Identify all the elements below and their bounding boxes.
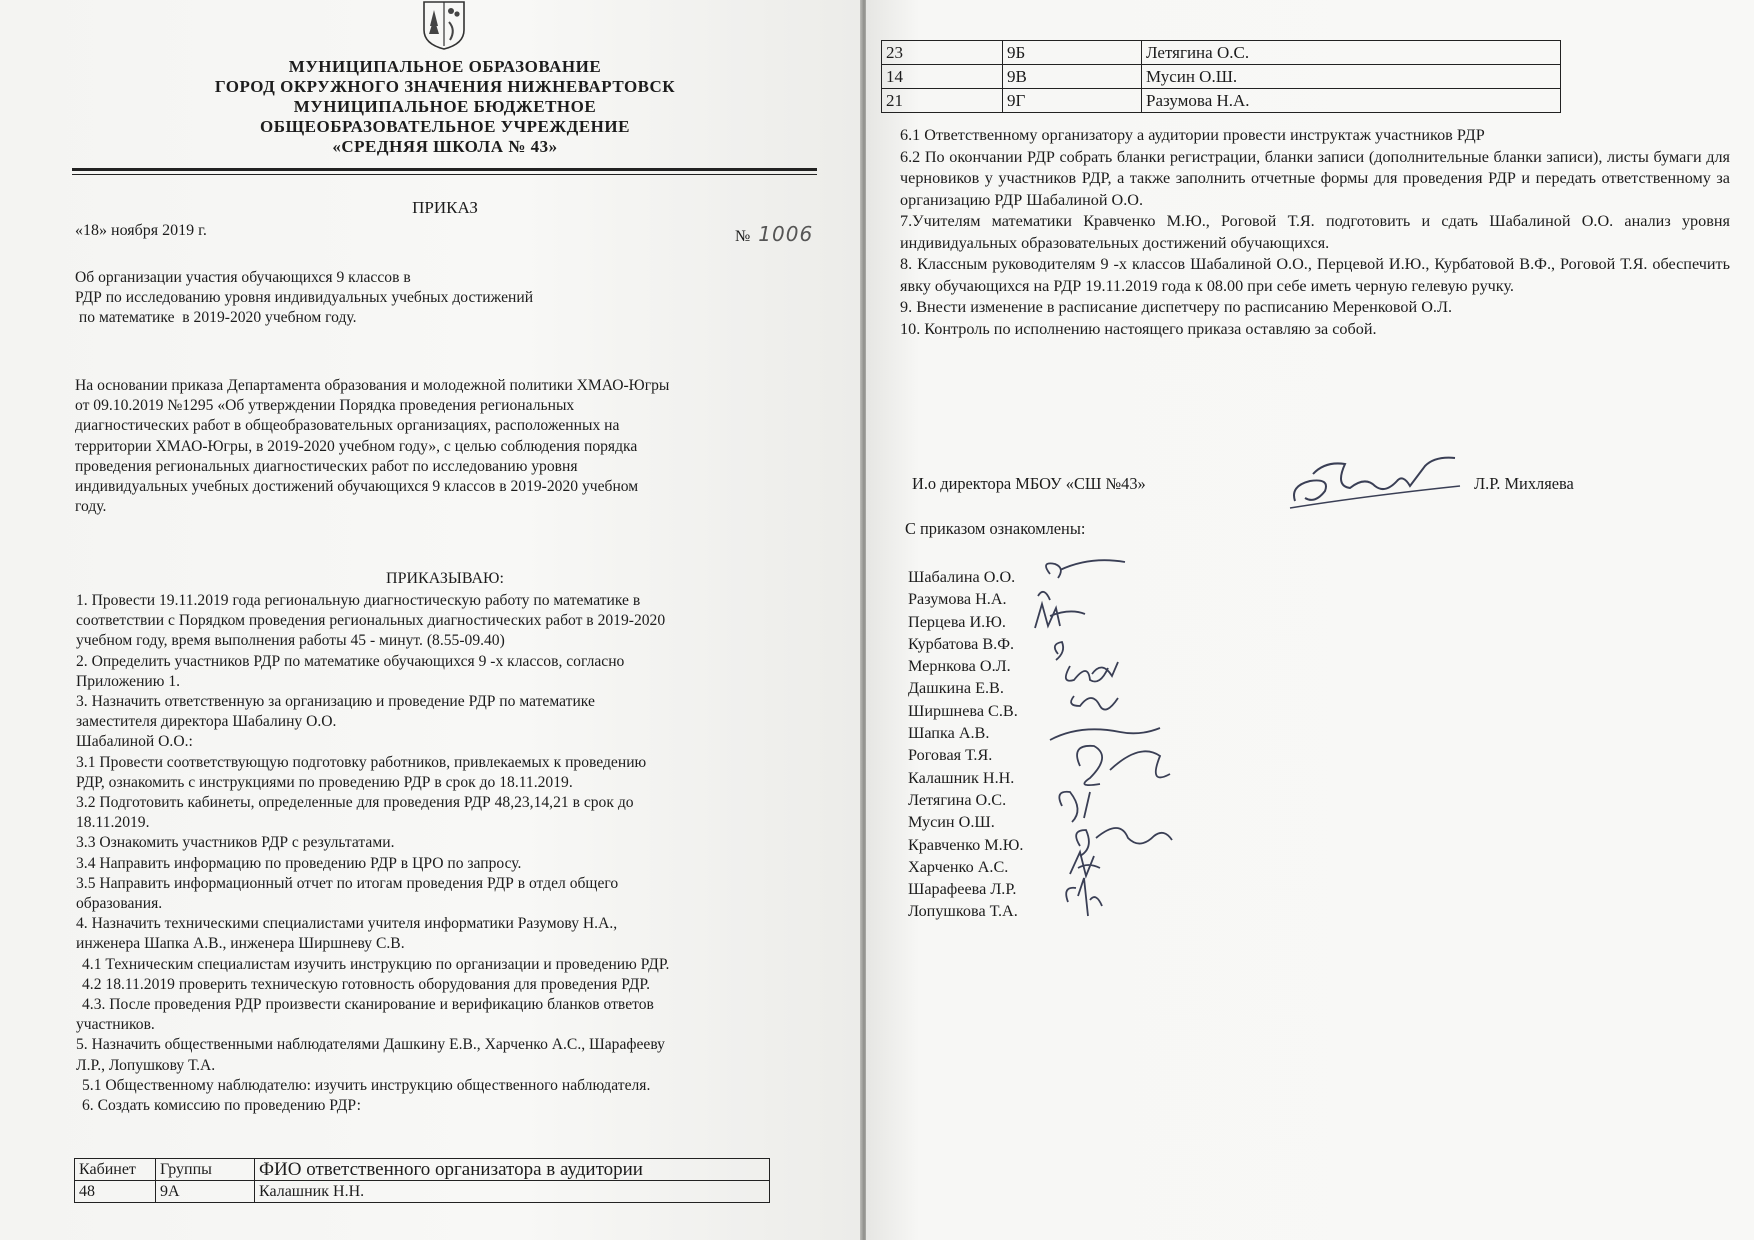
subject-line: по математике в 2019-2020 учебном году. xyxy=(75,309,357,327)
acquainted-name: Шабалина О.О. xyxy=(908,568,1016,586)
acquainted-name: Кравченко М.Ю. xyxy=(908,835,1024,854)
table-cell: Мусин О.Ш. xyxy=(1142,65,1561,89)
acquainted-name: Роговая Т.Я. xyxy=(908,746,993,765)
order-basis xyxy=(75,376,815,517)
acquainted-name: Лопушкова Т.А. xyxy=(908,902,1018,921)
committee-table-part1 xyxy=(74,1158,770,1203)
table-cell: 48 xyxy=(75,1181,156,1203)
item-line: участников. xyxy=(76,1016,155,1034)
basis-line: проведения региональных диагностических работ по исследованию уровня xyxy=(75,457,578,475)
acquainted-name: Разумова Н.А. xyxy=(908,590,1007,609)
table-row xyxy=(75,1181,770,1203)
item-line: 3. Назначить ответственную за организацию и проведение РДР по математике xyxy=(76,693,595,711)
item-line: 3.5 Направить информационный отчет по итогам проведения РДР в отдел общего xyxy=(76,874,619,892)
coat-of-arms-emblem xyxy=(420,0,468,50)
item-line: 4.3. После проведения РДР произвести сканирование и верификацию бланков ответов xyxy=(82,996,654,1014)
item-line: 4.1 Техническим специалистам изучить инструкцию по организации и проведению РДР. xyxy=(82,955,670,973)
staff-signatures xyxy=(1030,556,1200,936)
order-title: ПРИКАЗ xyxy=(412,198,478,217)
table-cell: 9В xyxy=(1003,65,1142,89)
acquainted-name: Летягина О.С. xyxy=(908,790,1007,809)
item-line: 3.4 Направить информацию по проведению РДР в ЦРО по запросу. xyxy=(76,854,522,872)
item-line: Шабалиной О.О.: xyxy=(76,733,193,751)
prikazyvayu-heading: ПРИКАЗЫВАЮ: xyxy=(386,570,504,587)
signature-position: И.о директора МБОУ «СШ №43» xyxy=(912,474,1146,493)
item-paragraph: 6.2 По окончании РДР собрать бланки регистрации, бланки записи (дополнительные бланки записи), листы бумаги для черновиков у участников РДР, а также заполнить отчетные формы для проведения РДР и передать ответственному за организацию РДР Шабалиной О.О. xyxy=(900,147,1730,209)
order-items-left xyxy=(76,591,806,1116)
header-divider-thin xyxy=(72,174,817,175)
header-line: МУНИЦИПАЛЬНОЕ БЮДЖЕТНОЕ xyxy=(293,97,597,116)
table-header-row xyxy=(75,1159,770,1181)
order-subject xyxy=(75,268,715,329)
item-paragraph: 7.Учителям математики Кравченко М.Ю., Роговой Т.Я. подготовить и сдать Шабалиной О.О. анализ уровня индивидуальных образовательных достижений обучающихся. xyxy=(900,212,1730,252)
institution-header xyxy=(70,57,820,157)
item-line: Л.Р., Лопушкову Т.А. xyxy=(76,1056,216,1074)
table-cell: 9Б xyxy=(1003,41,1142,65)
acquainted-title: С приказом ознакомлены: xyxy=(905,519,1086,538)
item-line: 4.2 18.11.2019 проверить техническую готовность оборудования для проведения РДР. xyxy=(82,975,651,993)
table-cell: 14 xyxy=(882,65,1003,89)
item-line: 5. Назначить общественными наблюдателями Дашкину Е.В., Харченко А.С., Шарафееву xyxy=(76,1036,665,1054)
acquainted-name: Курбатова В.Ф. xyxy=(908,634,1015,653)
order-date: «18» ноября 2019 г. xyxy=(75,222,207,239)
table-cell: Летягина О.С. xyxy=(1142,41,1561,65)
basis-line: территории ХМАО-Югры, в 2019-2020 учебном году», с целью соблюдения порядка xyxy=(75,437,638,455)
table-cell: Калашник Н.Н. xyxy=(255,1181,770,1203)
item-line: РДР, ознакомить с инструкциями по проведению РДР в срок до 18.11.2019. xyxy=(76,773,573,791)
table-header-cell: ФИО ответственного организатора в аудитории xyxy=(255,1159,770,1181)
header-line: ОБЩЕОБРАЗОВАТЕЛЬНОЕ УЧРЕЖДЕНИЕ xyxy=(260,117,630,136)
item-line: 3.3 Ознакомить участников РДР с результатами. xyxy=(76,834,395,852)
order-items-right xyxy=(900,125,1730,340)
acquainted-name: Шапка А.В. xyxy=(908,724,990,743)
table-header-cell: Кабинет xyxy=(75,1159,156,1181)
signature-name: Л.Р. Михляева xyxy=(1474,474,1574,493)
basis-line: индивидуальных учебных достижений обучающихся 9 классов в 2019-2020 учебном xyxy=(75,478,639,496)
item-line: 3.1 Провести соответствующую подготовку работников, привлекаемых к проведению xyxy=(76,753,647,771)
acquainted-name: Мусин О.Ш. xyxy=(908,813,995,832)
item-line: 2. Определить участников РДР по математике обучающихся 9 -х классов, согласно xyxy=(76,652,625,670)
item-line: заместителя директора Шабалину О.О. xyxy=(76,713,337,731)
item-paragraph: 9. Внести изменение в расписание диспетчеру по расписанию Меренковой О.Л. xyxy=(900,298,1452,316)
left-page xyxy=(0,0,862,1240)
item-line: инженера Шапка А.В., инженера Ширшневу С.В. xyxy=(76,935,405,953)
header-divider-thick xyxy=(72,168,817,171)
basis-line: диагностических работ в общеобразовательных организациях, расположенных на xyxy=(75,417,620,435)
item-paragraph: 10. Контроль по исполнению настоящего приказа оставляю за собой. xyxy=(900,319,1377,338)
committee-table-part2 xyxy=(881,40,1561,113)
item-line: соответствии с Порядком проведения региональных диагностических работ в 2019-2020 xyxy=(76,612,666,630)
item-line: Приложению 1. xyxy=(76,672,181,690)
basis-line: На основании приказа Департамента образования и молодежной политики ХМАО-Югры xyxy=(75,377,670,394)
acquainted-name: Перцева И.Ю. xyxy=(908,612,1006,631)
table-cell: 21 xyxy=(882,89,1003,113)
order-number-label: № xyxy=(735,228,751,245)
table-cell: Разумова Н.А. xyxy=(1142,89,1561,113)
header-line: «СРЕДНЯЯ ШКОЛА № 43» xyxy=(332,137,558,156)
item-paragraph: 8. Классным руководителям 9 -х классов Шабалиной О.О., Перцевой И.Ю., Курбатовой В.Ф., Роговой Т.Я. обеспечить явку обучающихся на РДР 19.11.2019 года к 08.00 при себе иметь черную гелевую ручку. xyxy=(900,255,1730,295)
table-cell: 23 xyxy=(882,41,1003,65)
table-cell: 9А xyxy=(156,1181,255,1203)
item-line: 6. Создать комиссию по проведению РДР: xyxy=(82,1097,361,1115)
table-row xyxy=(882,89,1561,113)
acquainted-name: Шарафеева Л.Р. xyxy=(908,880,1017,899)
item-line: 5.1 Общественному наблюдателю: изучить инструкцию общественного наблюдателя. xyxy=(82,1076,651,1094)
table-cell: 9Г xyxy=(1003,89,1142,113)
director-signature xyxy=(1285,446,1465,516)
basis-line: году. xyxy=(75,498,107,516)
order-number-handwritten: 1006 xyxy=(758,222,814,246)
item-line: 3.2 Подготовить кабинеты, определенные для проведения РДР 48,23,14,21 в срок до xyxy=(76,794,634,812)
header-line: ГОРОД ОКРУЖНОГО ЗНАЧЕНИЯ НИЖНЕВАРТОВСК xyxy=(214,77,676,96)
acquainted-name: Мернкова О.Л. xyxy=(908,657,1011,676)
item-line: 18.11.2019. xyxy=(76,814,150,832)
basis-line: от 09.10.2019 №1295 «Об утверждении Порядка проведения региональных xyxy=(75,397,575,415)
item-line: 1. Провести 19.11.2019 года региональную диагностическую работу по математике в xyxy=(76,592,641,609)
acquainted-name: Калашник Н.Н. xyxy=(908,768,1015,787)
item-paragraph: 6.1 Ответственному организатору а аудитории провести инструктаж участников РДР xyxy=(900,126,1485,144)
subject-line: РДР по исследованию уровня индивидуальных учебных достижений xyxy=(75,289,534,307)
item-line: образования. xyxy=(76,895,163,913)
table-row xyxy=(882,65,1561,89)
acquainted-list xyxy=(908,566,1023,923)
table-row xyxy=(882,41,1561,65)
subject-line: Об организации участия обучающихся 9 классов в xyxy=(75,269,411,286)
order-number xyxy=(735,222,813,246)
acquainted-name: Ширшнева С.В. xyxy=(908,701,1018,720)
item-line: учебном году, время выполнения работы 45 - минут. (8.55-09.40) xyxy=(76,632,505,650)
header-line: МУНИЦИПАЛЬНОЕ ОБРАЗОВАНИЕ xyxy=(288,57,602,76)
acquainted-name: Дашкина Е.В. xyxy=(908,679,1004,698)
item-line: 4. Назначить техническими специалистами учителя информатики Разумову Н.А., xyxy=(76,915,618,933)
acquainted-name: Харченко А.С. xyxy=(908,857,1009,876)
table-header-cell: Группы xyxy=(156,1159,255,1181)
